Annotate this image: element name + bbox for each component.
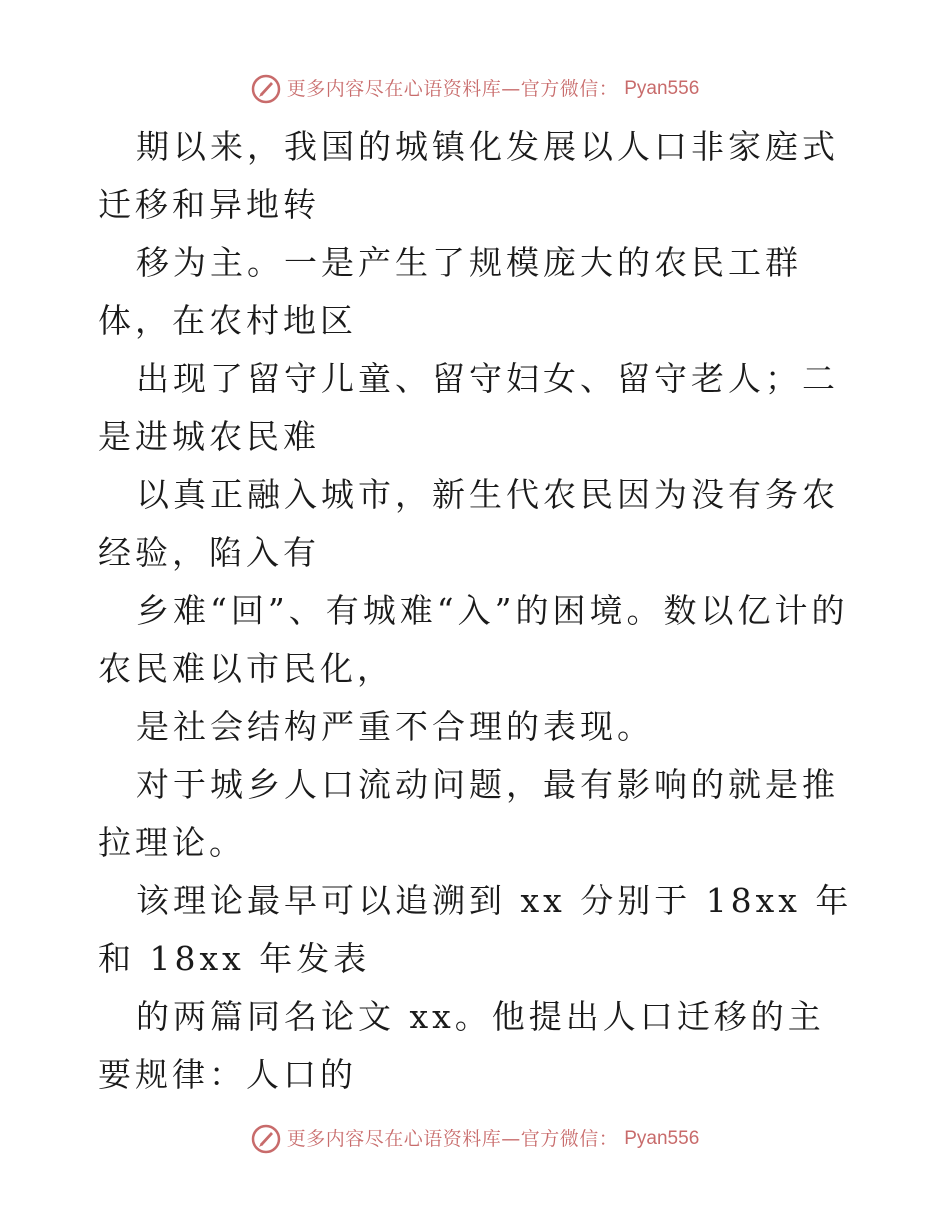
paragraph: 乡难“回”、有城难“入”的困境。数以亿计的农民难以市民化，	[98, 591, 849, 688]
watermark-text: 更多内容尽在心语资料库—官方微信：	[286, 1128, 619, 1150]
document-body	[98, 118, 858, 1104]
paragraph: 对于城乡人口流动问题，最有影响的就是推拉理论。	[98, 765, 839, 862]
paragraph: 以真正融入城市，新生代农民因为没有务农经验，陷入有	[98, 475, 839, 572]
paragraph: 该理论最早可以追溯到 xx 分别于 18xx 年和 18xx 年发表	[98, 881, 853, 978]
watermark-account: Pyan556	[624, 1128, 700, 1149]
paragraph: 的两篇同名论文 xx。他提出人口迁移的主要规律：人口的	[98, 997, 825, 1094]
footer-watermark	[0, 1124, 950, 1154]
header-watermark	[0, 74, 950, 104]
paragraph: 出现了留守儿童、留守妇女、留守老人；二是进城农民难	[98, 359, 839, 456]
brand-logo-icon	[251, 74, 281, 104]
watermark-text: 更多内容尽在心语资料库—官方微信：	[286, 78, 619, 100]
brand-logo-icon	[251, 1124, 281, 1154]
paragraph: 是社会结构严重不合理的表现。	[136, 707, 654, 746]
watermark-account: Pyan556	[624, 78, 700, 99]
paragraph: 期以来，我国的城镇化发展以人口非家庭式迁移和异地转	[98, 127, 839, 224]
paragraph: 移为主。一是产生了规模庞大的农民工群体，在农村地区	[98, 243, 802, 340]
